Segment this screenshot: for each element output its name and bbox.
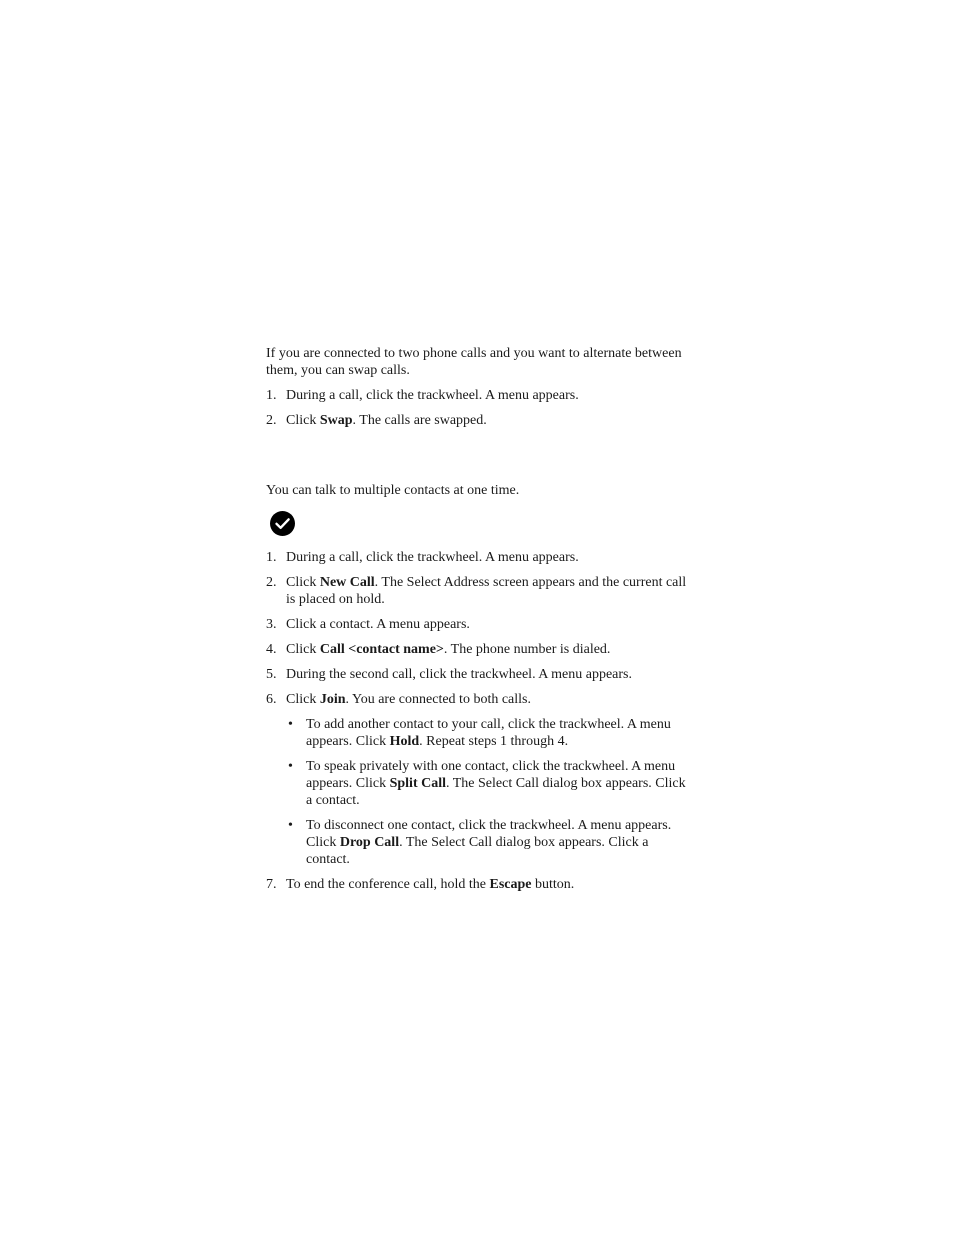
section-spacer [266,437,691,482]
step-text-pre: Click [286,642,320,657]
list-item [266,691,691,868]
bullet-glyph: • [288,818,293,833]
step-text-pre: To end the conference call, hold the [286,877,490,892]
list-item [266,876,691,893]
bullet-bold-term: Drop Call [339,835,400,850]
list-item [266,616,691,633]
bullet-text-pre: To disconnect one contact, click the trackwheel. A menu appears. Click [306,818,672,850]
bullet-text-pre: To add another contact to your call, click the trackwheel. A menu appears. Click [306,717,671,749]
step-text: During the second call, click the trackwheel. A menu appears. [286,667,632,682]
list-item [266,412,691,429]
bullet-text-post: . The Select Call dialog box appears. Click a contact. [306,776,686,808]
step-number: 5. [266,667,277,682]
sub-bullet-item [286,817,691,868]
conference-steps [266,549,691,893]
step-text-post: button. [531,877,575,892]
sub-bullet-list [286,716,691,868]
step-text: Click a contact. A menu appears. [286,617,470,632]
bullet-text-pre: To speak privately with one contact, click the trackwheel. A menu appears. Click [306,759,676,791]
step-text-pre: Click [286,413,320,428]
note-row [266,507,691,549]
bullet-glyph: • [288,759,293,774]
bullet-bold-term: Hold [389,734,420,749]
step-number: 7. [266,877,277,892]
step-bold-term: New Call [319,575,375,590]
step-text-post: . The calls are swapped. [352,413,487,428]
step-text-post: . You are connected to both calls. [345,692,531,707]
swap-intro: If you are connected to two phone calls and you want to alternate between them, you can swap calls. [266,346,682,378]
step-text-pre: Click [286,692,320,707]
step-text: During a call, click the trackwheel. A menu appears. [286,550,579,565]
list-item [266,549,691,566]
step-number: 4. [266,642,277,657]
conference-intro: You can talk to multiple contacts at one time. [266,483,520,498]
step-bold-term: Call <contact name> [319,642,444,657]
bullet-bold-term: Split Call [389,776,446,791]
step-number: 6. [266,692,277,707]
step-text-post: . The phone number is dialed. [443,642,611,657]
list-item [266,666,691,683]
step-number: 2. [266,413,277,428]
sub-bullet-item [286,716,691,750]
list-item [266,641,691,658]
list-item [266,387,691,404]
step-bold-term: Swap [319,413,353,428]
step-text-pre: Click [286,575,320,590]
bullet-text-post: . The Select Call dialog box appears. Click a contact. [306,835,649,867]
step-bold-term: Join [319,692,346,707]
step-text-post: . The Select Address screen appears and the current call is placed on hold. [286,575,687,607]
check-circle-icon [270,511,295,536]
step-number: 1. [266,388,277,403]
step-bold-term: Escape [489,877,532,892]
step-number: 3. [266,617,277,632]
sub-bullet-item [286,758,691,809]
step-text: During a call, click the trackwheel. A menu appears. [286,388,579,403]
bullet-text-post: . Repeat steps 1 through 4. [419,734,569,749]
list-item [266,574,691,608]
document-body [266,345,691,901]
step-number: 1. [266,550,277,565]
swap-steps [266,387,691,429]
bullet-glyph: • [288,717,293,732]
step-number: 2. [266,575,277,590]
